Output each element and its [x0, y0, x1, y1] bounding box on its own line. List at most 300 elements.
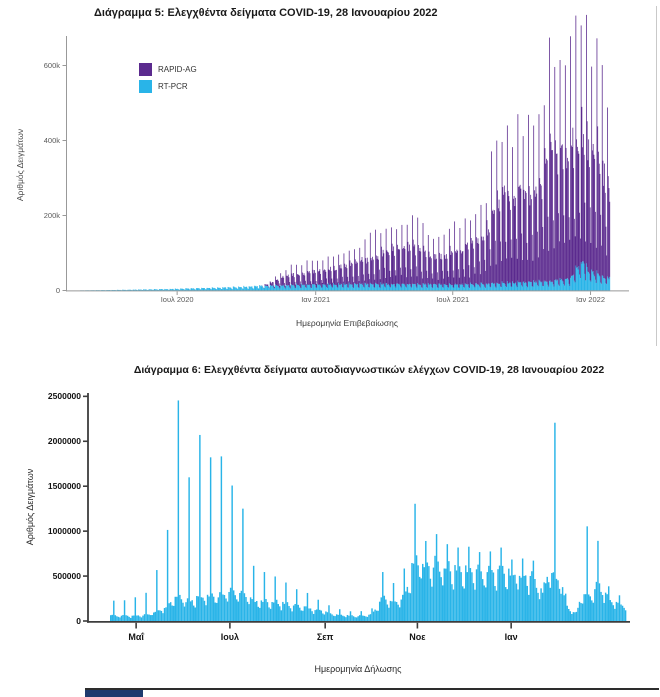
rapid-ag-bar: [551, 142, 552, 282]
rapid-ag-bar: [518, 187, 519, 282]
rt-pcr-bar: [548, 287, 549, 291]
rapid-ag-bar: [556, 154, 557, 281]
rt-pcr-bar: [348, 288, 349, 291]
rt-pcr-bar: [481, 283, 482, 291]
chart5-legend: [139, 63, 197, 93]
rapid-ag-bar: [568, 161, 569, 279]
rapid-ag-bar: [494, 210, 495, 283]
rt-pcr-bar: [168, 290, 169, 291]
rt-pcr-bar: [457, 284, 458, 290]
rt-pcr-bar: [487, 284, 488, 291]
rapid-ag-bar: [317, 261, 318, 284]
rt-pcr-bar: [123, 290, 124, 291]
rapid-ag-bar: [545, 148, 546, 282]
rt-pcr-bar: [545, 282, 546, 291]
rt-pcr-bar: [259, 285, 260, 290]
self-test-bar: [121, 616, 122, 621]
rapid-ag-bar: [474, 267, 475, 286]
self-test-bar: [422, 564, 423, 621]
rt-pcr-bar: [393, 285, 394, 291]
rt-pcr-bar: [154, 289, 155, 290]
self-test-bar: [216, 603, 217, 621]
rt-pcr-bar: [468, 284, 469, 290]
rapid-ag-bar: [514, 206, 515, 283]
self-test-bar: [585, 594, 586, 621]
self-test-bar: [462, 586, 463, 621]
self-test-bar: [499, 566, 500, 621]
rt-pcr-bar: [571, 276, 572, 291]
self-test-bar: [245, 597, 246, 621]
self-test-bar: [298, 605, 299, 621]
self-test-bar: [150, 615, 151, 621]
rt-pcr-bar: [226, 289, 227, 291]
rt-pcr-bar: [319, 285, 320, 291]
rapid-ag-bar: [304, 273, 305, 284]
rapid-ag-bar: [497, 190, 498, 283]
rt-pcr-bar: [590, 280, 591, 290]
rapid-ag-bar: [283, 278, 284, 286]
rt-pcr-bar: [562, 280, 563, 290]
rapid-ag-bar: [573, 168, 574, 275]
self-test-bar: [519, 576, 520, 621]
rapid-ag-bar: [487, 235, 488, 284]
rt-pcr-bar: [594, 276, 595, 290]
rt-pcr-bar: [495, 287, 496, 291]
self-test-bar: [374, 610, 375, 621]
rapid-ag-bar: [529, 186, 530, 281]
rt-pcr-bar: [505, 286, 506, 290]
rapid-ag-bar: [280, 286, 281, 289]
self-test-bar: [112, 615, 113, 621]
rt-pcr-bar: [586, 263, 587, 290]
rt-pcr-bar: [162, 289, 163, 290]
rt-pcr-bar: [445, 285, 446, 291]
rt-pcr-bar: [155, 289, 156, 290]
rapid-ag-bar: [292, 273, 293, 285]
rt-pcr-bar: [447, 287, 448, 291]
rt-pcr-bar: [431, 284, 432, 290]
rapid-ag-bar: [340, 268, 341, 285]
chart6-x-axis-label: Ημερομηνία Δήλωσης: [314, 664, 402, 674]
rt-pcr-bar: [325, 284, 326, 290]
self-test-bar: [576, 612, 577, 621]
rapid-ag-bar: [409, 245, 410, 284]
rt-pcr-bar: [122, 290, 123, 291]
rapid-ag-bar: [274, 285, 275, 287]
rapid-ag-bar: [327, 284, 328, 288]
rt-pcr-bar: [515, 283, 516, 291]
rapid-ag-bar: [341, 265, 342, 284]
rapid-ag-bar: [582, 107, 583, 264]
rapid-ag-bar: [322, 283, 323, 288]
rapid-ag-bar: [517, 114, 518, 280]
rt-pcr-bar: [383, 283, 384, 290]
rapid-ag-bar: [435, 254, 436, 284]
rt-pcr-bar: [141, 290, 142, 291]
self-test-bar: [528, 595, 529, 621]
rt-pcr-bar: [595, 280, 596, 291]
rt-pcr-bar: [322, 284, 323, 290]
rt-pcr-bar: [212, 287, 213, 290]
rapid-ag-bar: [545, 164, 546, 281]
rt-pcr-bar: [394, 284, 395, 290]
self-test-bar: [181, 599, 182, 621]
self-test-bar: [347, 615, 348, 621]
self-test-bar: [130, 618, 131, 621]
rapid-ag-bar: [566, 168, 567, 278]
rapid-ag-bar: [505, 242, 506, 286]
rapid-ag-bar: [338, 255, 339, 284]
rt-pcr-bar: [286, 285, 287, 290]
self-test-bar: [348, 616, 349, 621]
rapid-ag-bar: [395, 270, 396, 286]
rt-pcr-bar: [517, 281, 518, 291]
rt-pcr-bar: [448, 288, 449, 291]
self-test-bar: [522, 559, 523, 622]
self-test-bar: [139, 616, 140, 621]
rt-pcr-bar: [375, 283, 376, 291]
rt-pcr-bar: [270, 285, 271, 290]
rapid-ag-bar: [433, 239, 434, 284]
self-test-bar: [606, 594, 607, 621]
self-test-bar: [379, 602, 380, 621]
rt-pcr-bar: [497, 283, 498, 290]
self-test-bar: [325, 611, 326, 621]
rt-pcr-bar: [268, 286, 269, 291]
rt-pcr-bar: [182, 289, 183, 291]
rt-pcr-bar: [478, 285, 479, 291]
rt-pcr-bar: [549, 281, 550, 291]
rt-pcr-bar: [404, 284, 405, 291]
rapid-ag-bar: [362, 257, 363, 283]
rapid-ag-bar: [451, 251, 452, 285]
rt-pcr-bar: [377, 284, 378, 290]
self-test-bar: [339, 609, 340, 621]
rt-pcr-bar: [170, 289, 171, 291]
self-test-bar: [563, 595, 564, 621]
rt-pcr-bar: [329, 285, 330, 291]
rt-pcr-bar: [302, 285, 303, 291]
rt-pcr-bar: [508, 284, 509, 291]
self-test-bar: [198, 596, 199, 621]
rt-pcr-bar: [136, 290, 137, 291]
self-test-bar: [213, 597, 214, 621]
self-test-bar: [361, 611, 362, 621]
rapid-ag-bar: [376, 256, 377, 284]
rapid-ag-bar: [447, 271, 448, 287]
rt-pcr-bar: [267, 286, 268, 290]
rt-pcr-bar: [327, 288, 328, 291]
rt-pcr-bar: [287, 286, 288, 291]
rt-pcr-bar: [380, 288, 381, 291]
rt-pcr-bar: [408, 284, 409, 290]
rapid-ag-bar: [472, 243, 473, 284]
self-test-bar: [224, 595, 225, 621]
self-test-bar: [428, 566, 429, 621]
rt-pcr-bar: [466, 284, 467, 290]
rt-pcr-bar: [209, 288, 210, 291]
rapid-ag-bar: [417, 218, 418, 283]
self-test-bar: [442, 585, 443, 621]
rapid-ag-bar: [416, 266, 417, 286]
rapid-ag-bar: [442, 271, 443, 287]
rt-pcr-bar: [160, 289, 161, 290]
rapid-ag-bar: [441, 254, 442, 284]
rapid-ag-bar: [297, 274, 298, 285]
rapid-ag-bar: [267, 285, 268, 287]
rapid-ag-bar: [453, 270, 454, 287]
rapid-ag-bar: [500, 241, 501, 286]
rt-pcr-bar: [241, 287, 242, 290]
self-test-bar: [613, 605, 614, 621]
rt-pcr-bar: [423, 284, 424, 291]
rt-pcr-bar: [323, 284, 324, 290]
rt-pcr-bar: [295, 288, 296, 290]
rt-pcr-bar: [280, 288, 281, 290]
rapid-ag-bar: [599, 164, 600, 276]
rt-pcr-bar: [244, 287, 245, 291]
rt-pcr-bar: [411, 288, 412, 291]
rt-pcr-bar: [399, 284, 400, 291]
self-test-bar: [510, 576, 511, 621]
self-test-bar: [536, 588, 537, 621]
rapid-ag-bar: [362, 262, 363, 285]
rapid-ag-bar: [437, 272, 438, 287]
self-test-bar: [371, 608, 372, 621]
self-test-bar: [470, 568, 471, 621]
self-test-bar: [242, 509, 243, 621]
rt-pcr-bar: [192, 288, 193, 290]
self-test-bar: [250, 597, 251, 621]
rt-pcr-bar: [516, 286, 517, 291]
rt-pcr-bar: [245, 287, 246, 290]
self-test-bar: [611, 602, 612, 621]
rt-pcr-bar: [605, 279, 606, 291]
rt-pcr-bar: [569, 284, 570, 291]
rapid-ag-bar: [597, 126, 598, 273]
rt-pcr-bar: [469, 288, 470, 290]
rt-pcr-bar: [255, 286, 256, 290]
rt-pcr-bar: [396, 288, 397, 291]
legend-label: RAPID-AG: [158, 65, 197, 74]
rapid-ag-bar: [428, 235, 429, 283]
rt-pcr-bar: [276, 286, 277, 291]
rt-pcr-bar: [339, 285, 340, 291]
rapid-ag-bar: [309, 271, 310, 284]
rapid-ag-bar: [582, 147, 583, 261]
rt-pcr-bar: [210, 289, 211, 290]
rapid-ag-bar: [287, 276, 288, 286]
rt-pcr-bar: [233, 286, 234, 290]
rapid-ag-bar: [581, 25, 582, 262]
rt-pcr-bar: [283, 286, 284, 291]
rapid-ag-bar: [526, 193, 527, 283]
rapid-ag-bar: [535, 197, 536, 283]
rt-pcr-bar: [225, 287, 226, 290]
rapid-ag-bar: [593, 144, 594, 271]
rt-pcr-bar: [246, 287, 247, 291]
rapid-ag-bar: [463, 251, 464, 285]
rt-pcr-bar: [498, 284, 499, 291]
rapid-ag-bar: [470, 220, 471, 282]
rapid-ag-bar: [288, 275, 289, 286]
self-test-bar: [616, 602, 617, 621]
self-test-bar: [490, 551, 491, 621]
rapid-ag-bar: [423, 223, 424, 283]
rt-pcr-bar: [240, 287, 241, 290]
rapid-ag-bar: [466, 245, 467, 284]
self-test-bar: [444, 568, 445, 621]
rapid-ag-bar: [594, 155, 595, 275]
rapid-ag-bar: [552, 150, 553, 282]
rt-pcr-bar: [429, 285, 430, 291]
rapid-ag-bar: [584, 155, 585, 264]
rt-pcr-bar: [521, 285, 522, 290]
rapid-ag-bar: [429, 252, 430, 285]
rt-pcr-bar: [438, 284, 439, 291]
rapid-ag-bar: [551, 150, 552, 282]
self-test-bar: [543, 582, 544, 621]
rt-pcr-bar: [344, 283, 345, 291]
rt-pcr-bar: [512, 281, 513, 290]
rapid-ag-bar: [308, 272, 309, 285]
rt-pcr-bar: [234, 287, 235, 291]
rapid-ag-bar: [548, 251, 549, 287]
rapid-ag-bar: [402, 225, 403, 284]
self-test-bar: [531, 571, 532, 621]
rt-pcr-bar: [565, 279, 566, 291]
self-test-bar: [113, 601, 114, 621]
rapid-ag-bar: [374, 274, 375, 287]
rt-pcr-bar: [591, 270, 592, 291]
rt-pcr-bar: [235, 287, 236, 290]
rapid-ag-bar: [385, 278, 386, 287]
chart5-x-tick-label: Ιουλ 2020: [160, 295, 194, 304]
self-test-bar: [353, 616, 354, 621]
self-test-bar: [128, 617, 129, 621]
rt-pcr-bar: [350, 284, 351, 290]
rt-pcr-bar: [217, 287, 218, 290]
rt-pcr-bar: [530, 282, 531, 291]
rt-pcr-bar: [373, 284, 374, 290]
rapid-ag-bar: [475, 214, 476, 283]
rapid-ag-bar: [446, 254, 447, 285]
rt-pcr-bar: [536, 282, 537, 290]
self-test-bar: [599, 583, 600, 621]
rapid-ag-bar: [496, 141, 497, 283]
rapid-ag-bar: [571, 146, 572, 276]
rt-pcr-bar: [157, 289, 158, 290]
self-test-bar: [625, 610, 626, 621]
rapid-ag-bar: [448, 277, 449, 288]
rt-pcr-bar: [228, 287, 229, 290]
rapid-ag-bar: [285, 286, 286, 289]
rapid-ag-bar: [579, 213, 580, 275]
rt-pcr-bar: [508, 283, 509, 290]
self-test-bar: [453, 590, 454, 621]
rt-pcr-bar: [128, 290, 129, 291]
rapid-ag-bar: [389, 255, 390, 285]
self-test-bar: [460, 572, 461, 621]
rt-pcr-bar: [407, 284, 408, 290]
rapid-ag-bar: [424, 252, 425, 285]
rt-pcr-bar: [311, 288, 312, 290]
self-test-bar: [448, 561, 449, 621]
rapid-ag-bar: [498, 208, 499, 284]
rt-pcr-bar: [359, 288, 360, 291]
rt-pcr-bar: [223, 288, 224, 291]
rapid-ag-bar: [520, 185, 521, 282]
rapid-ag-bar: [592, 150, 593, 271]
rt-pcr-bar: [523, 282, 524, 291]
rt-pcr-bar: [237, 288, 238, 290]
rt-pcr-bar: [398, 284, 399, 290]
self-test-bar: [407, 587, 408, 621]
self-test-bar: [556, 579, 557, 621]
rt-pcr-bar: [215, 288, 216, 290]
rapid-ag-bar: [589, 167, 590, 273]
rapid-ag-bar: [472, 241, 473, 285]
rt-pcr-bar: [298, 285, 299, 291]
rapid-ag-bar: [572, 147, 573, 275]
rt-pcr-bar: [599, 275, 600, 290]
rapid-ag-bar: [370, 233, 371, 283]
rt-pcr-bar: [190, 290, 191, 291]
rapid-ag-bar: [330, 267, 331, 284]
rt-pcr-bar: [493, 283, 494, 291]
rapid-ag-bar: [484, 260, 485, 287]
rt-pcr-bar: [325, 286, 326, 291]
rapid-ag-bar: [595, 212, 596, 280]
rapid-ag-bar: [323, 270, 324, 284]
rt-pcr-bar: [337, 287, 338, 291]
self-test-bar: [273, 602, 274, 621]
rapid-ag-bar: [367, 258, 368, 284]
rt-pcr-bar: [587, 267, 588, 291]
self-test-bar: [367, 617, 368, 621]
self-test-bar: [313, 614, 314, 621]
self-test-bar: [176, 597, 177, 621]
self-test-bar: [516, 584, 517, 621]
rapid-ag-bar: [567, 158, 568, 278]
rt-pcr-bar: [563, 284, 564, 290]
rt-pcr-bar: [281, 286, 282, 291]
rt-pcr-bar: [258, 288, 259, 290]
rapid-ag-bar: [292, 276, 293, 285]
self-test-bar: [336, 614, 337, 621]
self-test-bar: [416, 555, 417, 621]
self-test-bar: [488, 566, 489, 621]
rt-pcr-bar: [534, 282, 535, 290]
rapid-ag-bar: [338, 282, 339, 287]
self-test-bar: [279, 606, 280, 621]
rt-pcr-bar: [460, 285, 461, 291]
chart5-x-tick-label: Ιαν 2022: [576, 295, 606, 304]
rt-pcr-bar: [527, 287, 528, 290]
rapid-ag-bar: [557, 174, 558, 280]
rapid-ag-bar: [547, 160, 548, 281]
rt-pcr-bar: [442, 287, 443, 290]
self-test-bar: [583, 594, 584, 621]
rapid-ag-bar: [521, 189, 522, 283]
rt-pcr-bar: [422, 288, 423, 291]
rapid-ag-bar: [430, 256, 431, 283]
rapid-ag-bar: [588, 139, 589, 272]
rt-pcr-bar: [450, 284, 451, 290]
rt-pcr-bar: [236, 288, 237, 291]
rapid-ag-bar: [325, 270, 326, 285]
rt-pcr-bar: [525, 282, 526, 290]
